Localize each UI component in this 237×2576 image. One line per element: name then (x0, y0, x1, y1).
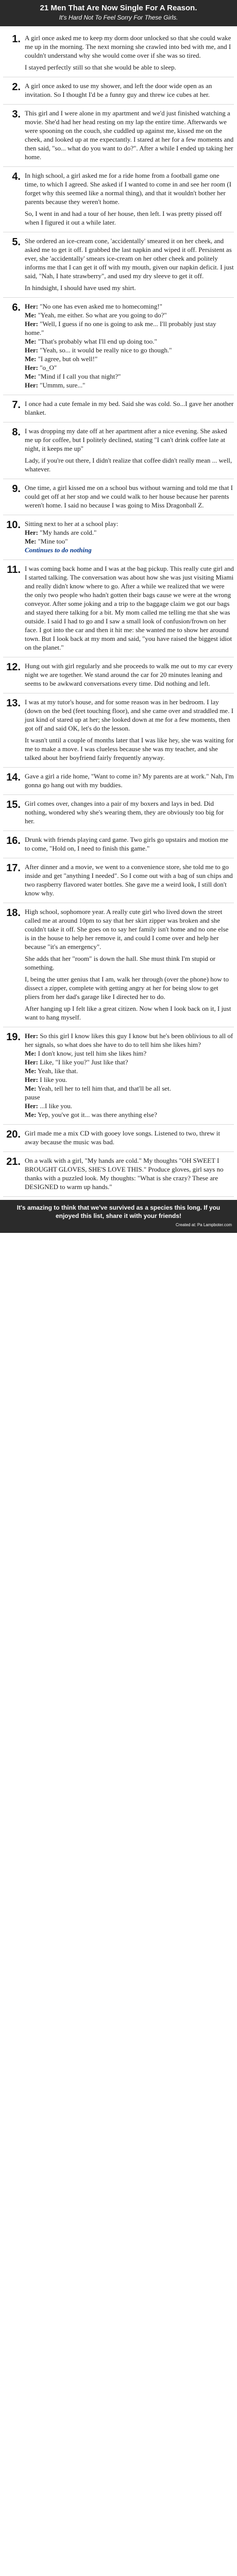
list-item (3, 29, 234, 77)
dialog-line (25, 319, 234, 337)
dialog-text: "My hands are cold." (38, 529, 97, 536)
item-number: 12. (6, 662, 21, 673)
item-number: 3. (12, 109, 21, 120)
footer-credit: Created at: Pa Lampboter.com (176, 1223, 232, 1227)
item-text (25, 519, 234, 554)
list-item (3, 657, 234, 693)
item-text (25, 483, 234, 510)
dialog-line (25, 1101, 234, 1110)
item-paragraph: In hindsight, I should have used my shirt. (25, 284, 136, 292)
item-paragraph: I stayed perfectly still so that she would be able to sleep. (25, 63, 176, 71)
list-item (3, 395, 234, 422)
item-paragraph: A girl once asked to use my shower, and left the door wide open as an invitation. So I thought I'd be a funny guy and threw ice cubes at her. (25, 82, 212, 98)
item-text (25, 564, 234, 652)
dialog-speaker: Me: (25, 372, 37, 380)
item-paragraph: Lady, if you're out there, I didn't realize that coffee didn't really mean ... well, whatever. (25, 456, 232, 473)
dialog-speaker: Her: (25, 1058, 38, 1066)
item-number: 8. (12, 427, 21, 438)
dialog-text: Yeah, like that. (36, 1067, 78, 1075)
list-item (3, 167, 234, 232)
dialog-line (25, 1075, 234, 1084)
list-item (3, 479, 234, 515)
list-item (3, 1027, 234, 1125)
dialog-text: Yep, you've got it... was there anything else? (36, 1111, 157, 1118)
item-number: 19. (6, 1031, 21, 1043)
dialog-speaker: Her: (25, 320, 38, 328)
dialog-text: ...I like you. (38, 1102, 73, 1110)
page-subtitle: It's Hard Not To Feel Sorry For These Girls. (59, 14, 178, 21)
item-number: 16. (6, 835, 21, 846)
item-emphasis: Continues to do nothing (25, 546, 92, 554)
dialog-line (25, 346, 234, 354)
item-text (25, 772, 234, 789)
dialog-speaker: Me: (25, 1049, 37, 1057)
list-item (3, 1125, 234, 1152)
dialog-line (25, 519, 234, 528)
dialog-text: "Mind if I call you that night?" (36, 372, 121, 380)
dialog-text: "That's probably what I'll end up doing too." (36, 337, 157, 345)
dialog-line (25, 1066, 234, 1075)
item-text (25, 33, 234, 72)
list-item (3, 768, 234, 795)
dialog-text: Like, "I like you?" Just like that? (38, 1058, 128, 1066)
item-paragraph: This girl and I were alone in my apartment and we'd just finished watching a movie. She'd had her head resting on my lap the entire time. Afterwards we were spooning on the couch, she cuddled up against me, kissed me on the cheek, and looked up at me expectantly. I stared at her for a few moments and then said, "so... what do you want to do?". After a while I ended up taking her home. (25, 109, 234, 161)
footer-text: It's amazing to think that we've survived as a species this long. If you enjoyed this list, share it with your friends! (16, 1204, 221, 1219)
dialog-text: "Well, I guess if no one is going to ask me... I'll probably just stay home." (25, 320, 216, 336)
item-text (25, 109, 234, 161)
dialog-speaker: Her: (25, 364, 38, 371)
dialog-text: I like you. (38, 1076, 67, 1083)
dialog-text: "Yeah, me either. So what are you going to do?" (36, 311, 167, 319)
dialog-line (25, 1049, 234, 1058)
dialog-text: "Mine too" (36, 537, 68, 545)
item-paragraph: On a walk with a girl, "My hands are cold." My thoughts "OH SWEET I BROUGHT GLOVES, SHE'S LOVE THIS." Produce gloves, girl says no thanks with a puzzled look. My thoughts: "What is she crazy? These are DESIGNED to warm up hands." (25, 1157, 224, 1191)
item-paragraph: Hung out with girl regularly and she proceeds to walk me out to my car every night we are together. We stand around the car for 20 minutes leaning and seems to be awkward conversations every time. Did nothing and left. (25, 662, 233, 687)
item-number: 6. (12, 302, 21, 313)
dialog-text: Sitting next to her at a school play: (25, 520, 118, 528)
item-text (25, 799, 234, 825)
item-paragraph: One time, a girl kissed me on a school bus without warning and told me that I could get off at her stop and we could walk to her house because her parents weren't home. I said no because I was going to Miss Dragonball Z. (25, 484, 233, 509)
item-text (25, 427, 234, 473)
item-text (25, 171, 234, 227)
item-text (25, 236, 234, 292)
item-number: 18. (6, 907, 21, 919)
item-paragraph: After dinner and a movie, we went to a convenience store, she told me to go inside and get "anything I needed". So I come out with a bag of sun chips and two raspberry flavored water bottles. She gave me a weird look, I still don't know why. (25, 863, 233, 897)
item-number: 14. (6, 772, 21, 783)
list-item (3, 831, 234, 858)
dialog-speaker: Me: (25, 355, 37, 363)
dialog-line (25, 528, 234, 537)
dialog-line (25, 1058, 234, 1066)
list-item (3, 560, 234, 657)
dialog-speaker: Me: (25, 537, 37, 545)
dialog-line (25, 354, 234, 363)
item-paragraph: I once had a cute female in my bed. Said she was cold. So...I gave her another blanket. (25, 400, 234, 416)
dialog-line (25, 311, 234, 319)
dialog-line (25, 363, 234, 372)
dialog-line (25, 337, 234, 346)
dialog-line (25, 381, 234, 389)
dialog-speaker: Me: (25, 311, 37, 319)
dialog-line (25, 1084, 234, 1093)
list-item (3, 298, 234, 395)
item-paragraph: In high school, a girl asked me for a ride home from a football game one time, to which I agreed. She asked if I wanted to come in and see her room (I forget why this seemed like a normal thing), and that it wouldn't bother her parents because they weren't home. (25, 172, 232, 206)
list-item (3, 903, 234, 1027)
list-item (3, 693, 234, 768)
item-number: 10. (6, 519, 21, 531)
dialog-line (25, 302, 234, 311)
dialog-line (25, 1031, 234, 1049)
list-item (3, 858, 234, 903)
dialog-speaker: Me: (25, 1111, 37, 1118)
item-number: 21. (6, 1156, 21, 1167)
item-text (25, 1156, 234, 1191)
item-number: 9. (12, 483, 21, 495)
item-paragraph: It wasn't until a couple of months later that I was like hey, she was waiting for me to make a move. I was clueless because she was my teacher, and she talked about her boyfriend fairly frequently anyway. (25, 736, 234, 761)
item-paragraph: I was coming back home and I was at the bag pickup. This really cute girl and I started talking. The conversation was about how she was just visiting Miami and really didn't know where to go. After a while we realized that we were the only two people who hadn't gotten their bags cause we were at the wrong conveyor. After some joking and a trip to the baggage claim we got our bags and stayed there talking for a bit. My mom called me telling me that she was outside. I said I had to go and I saw a small look of confusion/frown on her face. I got into the car and then it hit me: she wanted me to show her around town. But I look back at my mom and said, "you have raised the biggest idiot on the planet." (25, 565, 234, 651)
item-number: 5. (12, 236, 21, 248)
item-number: 1. (12, 33, 21, 45)
item-paragraph: Girl comes over, changes into a pair of my boxers and lays in bed. Did nothing, wondered why she's wearing them, they are obviously too big for her. (25, 800, 224, 825)
item-number: 15. (6, 799, 21, 810)
list-item (3, 77, 234, 105)
item-number: 11. (7, 564, 21, 575)
item-paragraph: I was dropping my date off at her apartment after a nice evening. She asked me up for coffee, but I politely declined, stating "I can't drink coffee late at night, it keeps me up" (25, 427, 227, 452)
dialog-speaker: Her: (25, 381, 38, 389)
item-paragraph: Gave a girl a ride home, "Want to come in? My parents are at work." Nah, I'm gonna go hang out with my buddies. (25, 772, 234, 789)
item-number: 17. (6, 862, 21, 874)
item-paragraph: Drunk with friends playing card game. Two girls go upstairs and motion me to come, "Hold on, I need to finish this game." (25, 836, 228, 852)
dialog-text: "Ummm, sure..." (38, 381, 86, 389)
dialog-speaker: Her: (25, 346, 38, 354)
item-text (25, 835, 234, 853)
item-paragraph: A girl once asked me to keep my dorm door unlocked so that she could wake me up in the morning. The next morning she crawled into bed with me, and I couldn't understand why she would come over if she was so tired. (25, 34, 231, 59)
dialog-speaker: Me: (25, 1084, 37, 1092)
item-text (25, 662, 234, 688)
item-paragraph: I was at my tutor's house, and for some reason was in her bedroom. I lay (down on the bed (feet touching floor), and she came over and straddled me. I just kind of stared up at her; she looked down at me for a few moments, then got off and said OK, let's do the lesson. (25, 698, 234, 732)
item-number: 7. (12, 399, 21, 411)
list-item (3, 1152, 234, 1197)
dialog-line (25, 1093, 234, 1101)
story-list (0, 26, 237, 1197)
item-paragraph: I, being the utter genius that I am, walk her through (over the phone) how to dissect a zipper, complete with getting angry at her for being slow to get pliers from her dad's garage like I directed her to do. (25, 975, 229, 1001)
list-item (3, 232, 234, 298)
item-text (25, 81, 234, 99)
dialog-text: "No one has even asked me to homecoming!" (38, 302, 162, 310)
dialog-text: "Yeah, so... it would be really nice to go though." (38, 346, 172, 354)
dialog-speaker: Her: (25, 529, 38, 536)
dialog-speaker: Me: (25, 1067, 37, 1075)
dialog-line (25, 537, 234, 546)
item-paragraph: After hanging up I felt like a great citizen. Now when I look back on it, I just want to hang myself. (25, 1005, 231, 1021)
item-paragraph: She adds that her "room" is down the hall. She must think I'm stupid or something. (25, 955, 216, 971)
item-paragraph: High school, sophomore year. A really cute girl who lived down the street called me at around 10pm to say that her skirt zipper was broken and she couldn't take it off. She goes on to say her family isn't home and no one else is in the house to help her remove it, and could I come over and help her because "it's an emergency". (25, 908, 229, 951)
dialog-text: So this girl I know likes this guy I know but he's been oblivious to all of her signals, so what does she have to do to tell him she likes him? (25, 1032, 233, 1048)
item-text (25, 907, 234, 1022)
item-text (25, 1129, 234, 1146)
item-number: 13. (6, 698, 21, 709)
dialog-text: I don't know, just tell him she likes him? (36, 1049, 147, 1057)
item-paragraph: She ordered an ice-cream cone, 'accidentally' smeared it on her cheek, and asked me to get it off. I grabbed the last napkin and wiped it off. Persistent as ever, she 'accidentally' smears ice-cream on her other cheek and politely informs me that I can get it off with my mouth, given our napkin deficit. I just said, "Nah, I hate strawberry", and used my dry sleeve to get it off. (25, 237, 234, 280)
dialog-text: "I agree, but oh well!" (36, 355, 98, 363)
list-item (3, 105, 234, 167)
item-text (25, 862, 234, 897)
item-paragraph: So, I went in and had a tour of her house, then left. I was pretty pissed off when I figured it out a while later. (25, 210, 222, 226)
item-text (25, 302, 234, 389)
item-text (25, 399, 234, 417)
item-paragraph: Girl made me a mix CD with gooey love songs. Listened to two, threw it away because the music was bad. (25, 1129, 221, 1146)
item-number: 4. (12, 171, 21, 182)
list-item (3, 795, 234, 831)
page-footer (0, 1200, 237, 1233)
dialog-speaker: Her: (25, 1032, 38, 1040)
item-number: 2. (12, 81, 21, 93)
dialog-line (25, 372, 234, 381)
page-header (0, 0, 237, 26)
article-page (0, 0, 237, 1233)
list-item (3, 422, 234, 479)
dialog-text: pause (25, 1093, 40, 1101)
dialog-speaker: Her: (25, 1102, 38, 1110)
item-text (25, 698, 234, 762)
item-text (25, 1031, 234, 1119)
item-number: 20. (6, 1129, 21, 1140)
list-item (3, 515, 234, 560)
page-title: 21 Men That Are Now Single For A Reason. (40, 4, 197, 12)
dialog-text: "o_O" (38, 364, 57, 371)
dialog-line (25, 1110, 234, 1119)
dialog-speaker: Me: (25, 337, 37, 345)
dialog-text: Yeah, tell her to tell him that, and that'll be all set. (36, 1084, 171, 1092)
dialog-speaker: Her: (25, 302, 38, 310)
dialog-speaker: Her: (25, 1076, 38, 1083)
